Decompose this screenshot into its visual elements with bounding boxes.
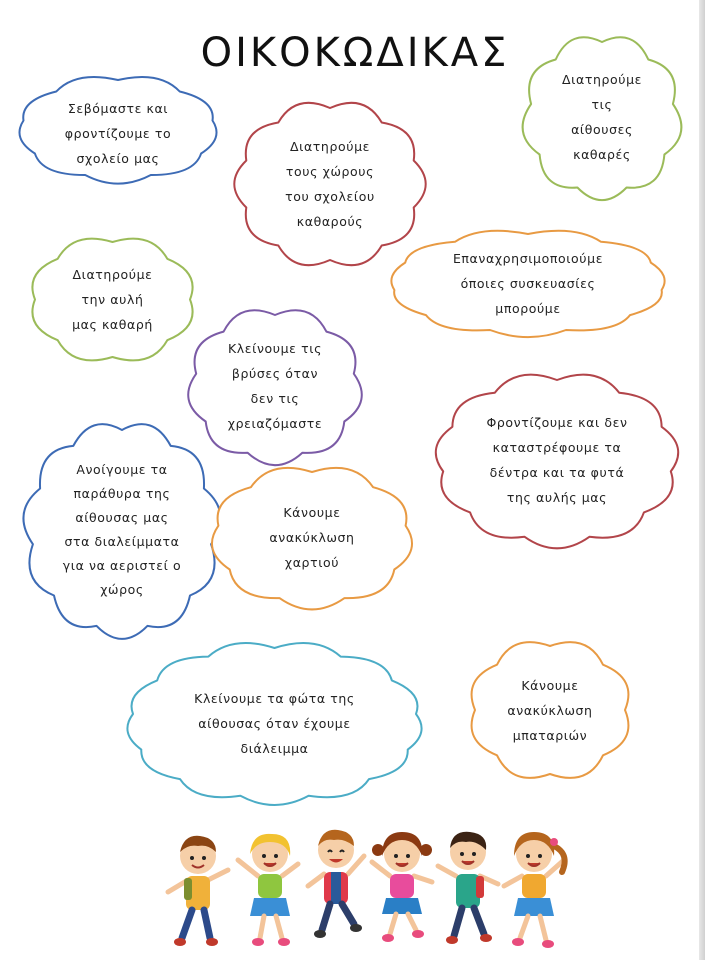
children-illustration — [160, 820, 570, 955]
cloud-recycle-batteries — [465, 636, 635, 784]
cloud-respect-school — [12, 70, 224, 188]
child-3 — [308, 830, 364, 938]
cloud-reuse-packaging — [383, 224, 673, 342]
cloud-turn-off-lights — [122, 638, 427, 808]
cloud-open-windows — [22, 420, 222, 640]
cloud-text: Διατηρούμε τις αίθουσες καθαρές — [562, 72, 642, 162]
cloud-text: Διατηρούμε την αυλή μας καθαρή — [72, 267, 153, 332]
cloud-text: Επαναχρησιμοποιούμε όποιες συσκευασίες μπορούμε — [452, 250, 604, 316]
cloud-text: Σεβόμαστε και φροντίζουμε το σχολείο μας — [64, 100, 172, 166]
cloud-care-for-trees — [432, 370, 682, 550]
cloud-keep-yard-clean — [25, 232, 200, 367]
child-1 — [168, 836, 228, 946]
child-2 — [238, 834, 298, 946]
page-title: ΟΙΚΟΚΩΔΙΚΑΣ — [200, 30, 510, 76]
cloud-text: Ανοίγουμε τα παράθυρα της αίθουσας μας στα διαλείμματα για να αεριστεί ο χώρος — [62, 462, 182, 597]
cloud-text: Φροντίζουμε και δεν καταστρέφουμε τα δέντρα και τα φυτά της αυλής μας — [486, 415, 628, 505]
cloud-keep-classrooms-clean — [520, 32, 684, 202]
page-edge — [699, 0, 705, 960]
child-4 — [372, 832, 432, 942]
cloud-text: Κάνουμε ανακύκλωση χαρτιού — [269, 504, 355, 570]
cloud-text: Διατηρούμε τους χώρους του σχολείου καθαρούς — [285, 139, 375, 229]
cloud-text: Κλείνουμε τις βρύσες όταν δεν τις χρειαζόμαστε — [227, 341, 323, 431]
child-6 — [504, 832, 565, 948]
cloud-recycle-paper — [207, 462, 417, 612]
cloud-text: Κλείνουμε τα φώτα της αίθουσας όταν έχουμε διάλειμμα — [194, 690, 355, 756]
child-5 — [438, 832, 498, 944]
cloud-text: Κάνουμε ανακύκλωση μπαταριών — [507, 677, 593, 743]
children-jumping-image — [160, 820, 570, 955]
